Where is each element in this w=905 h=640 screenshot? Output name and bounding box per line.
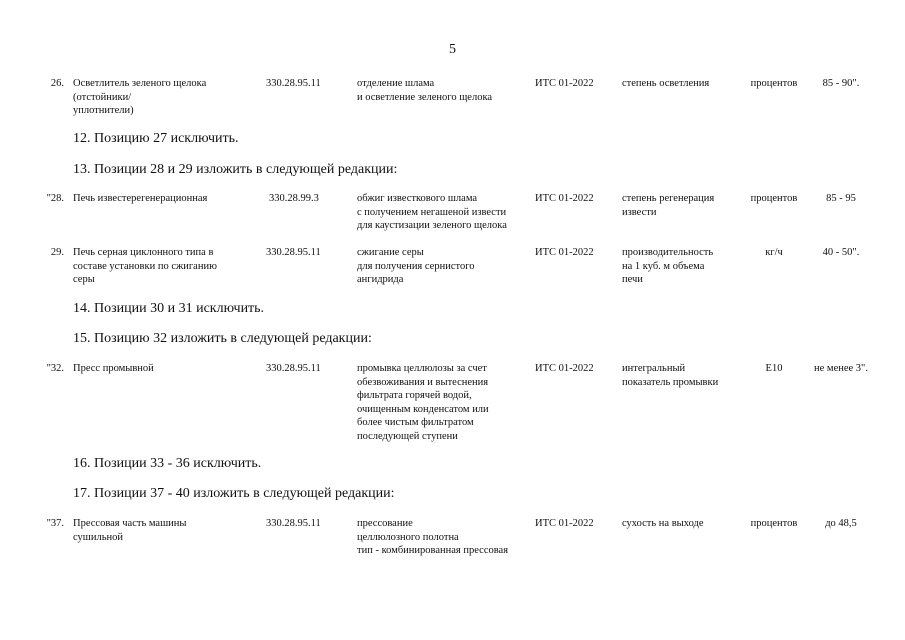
section-heading: 16. Позиции 33 - 36 исключить. xyxy=(73,456,262,471)
parameter: интегральный показатель промывки xyxy=(622,363,719,388)
parameter: степень регенерация извести xyxy=(622,193,715,218)
process-description: обжиг известкового шлама с получением негашеной извести для каустизации зеленого щелока xyxy=(357,193,507,231)
reference-document: ИТС 01-2022 xyxy=(535,363,594,374)
section-heading: 13. Позиции 28 и 29 изложить в следующей редакции: xyxy=(73,162,398,177)
equipment-name: Осветлитель зеленого щелока (отстойники/ уплотнители) xyxy=(73,78,207,116)
equipment-name: Пресс промывной xyxy=(73,363,154,374)
process-description: промывка целлюлозы за счет обезвоживания и вытеснения фильтрата горячей водой, очищенным конденсатом или более чистым фильтратом последующей ступени xyxy=(357,363,489,442)
process-description: прессование целлюлозного полотна тип - комбинированная прессовая xyxy=(357,518,509,556)
unit: процентов xyxy=(750,78,798,89)
value: не менее 3". xyxy=(814,363,868,374)
unit: процентов xyxy=(750,518,798,529)
section-heading: 14. Позиции 30 и 31 исключить. xyxy=(73,301,265,316)
okpd-code: 330.28.95.11 xyxy=(266,78,321,89)
value: 85 - 95 xyxy=(826,193,856,204)
row-number: "37. xyxy=(46,518,64,529)
unit: кг/ч xyxy=(765,247,783,258)
equipment-name: Печь серная циклонного типа в составе установки по сжиганию серы xyxy=(73,247,217,285)
row-number: 29. xyxy=(50,247,64,258)
value: 85 - 90". xyxy=(822,78,860,89)
row-number: "28. xyxy=(46,193,64,204)
reference-document: ИТС 01-2022 xyxy=(535,247,594,258)
section-heading: 17. Позиции 37 - 40 изложить в следующей редакции: xyxy=(73,486,395,501)
equipment-name: Прессовая часть машины сушильной xyxy=(73,518,187,543)
reference-document: ИТС 01-2022 xyxy=(535,193,594,204)
okpd-code: 330.28.95.11 xyxy=(266,518,321,529)
process-description: отделение шлама и осветление зеленого щелока xyxy=(357,78,493,103)
parameter: производительность на 1 куб. м объема печи xyxy=(622,247,714,285)
reference-document: ИТС 01-2022 xyxy=(535,518,594,529)
parameter: степень осветления xyxy=(622,78,710,89)
page-number: 5 xyxy=(449,42,456,57)
value: до 48,5 xyxy=(825,518,857,529)
section-heading: 15. Позицию 32 изложить в следующей редакции: xyxy=(73,331,372,346)
row-number: 26. xyxy=(50,78,64,89)
row-number: "32. xyxy=(46,363,64,374)
unit: Е10 xyxy=(765,363,783,374)
process-description: сжигание серы для получения сернистого ангидрида xyxy=(357,247,475,285)
okpd-code: 330.28.99.3 xyxy=(269,193,319,204)
okpd-code: 330.28.95.11 xyxy=(266,247,321,258)
reference-document: ИТС 01-2022 xyxy=(535,78,594,89)
okpd-code: 330.28.95.11 xyxy=(266,363,321,374)
equipment-name: Печь известерегенерационная xyxy=(73,193,208,204)
unit: процентов xyxy=(750,193,798,204)
section-heading: 12. Позицию 27 исключить. xyxy=(73,131,239,146)
parameter: сухость на выходе xyxy=(622,518,704,529)
value: 40 - 50". xyxy=(822,247,860,258)
